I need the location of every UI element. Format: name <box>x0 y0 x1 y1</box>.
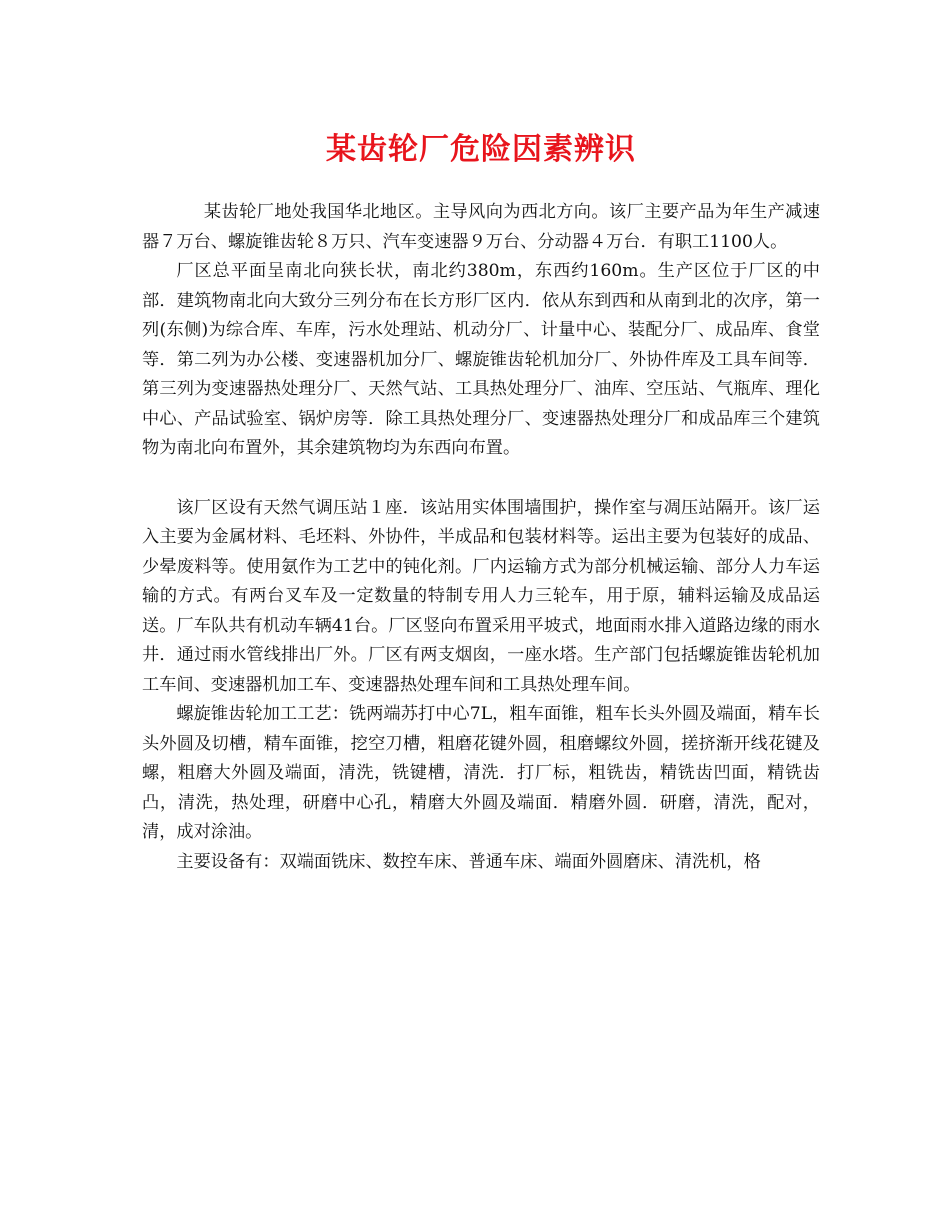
paragraph-gap <box>142 464 820 494</box>
document-title: 某齿轮厂危险因素辨识 <box>326 132 636 167</box>
paragraph-layout: 厂区总平面呈南北向狭长状，南北约380m，东西约160m。生产区位于厂区的中部．建筑物南北向大致分三列分布在长方形厂区内．依从东到西和从南到北的次序，第一列(东侧)为综合库、车库，污水处理站、机动分厂、计量中心、装配分厂、成品库、食堂等．第二列为办公楼、变速器机加分厂、螺旋锥齿轮机加分厂、外协件库及工具车间等．第三列为变速器热处理分厂、天然气站、工具热处理分厂、油库、空压站、气瓶库、理化中心、产品试验室、锅炉房等．除工具热处理分厂、变速器热处理分厂和成品库三个建筑物为南北向布置外，其余建筑物均为东西向布置。 <box>142 261 820 458</box>
paragraph-facilities: 该厂区设有天然气调压站１座．该站用实体围墙围护，操作室与凋压站隔开。该厂运入主要为金属材料、毛坯料、外协件，半成品和包装材料等。运出主要为包装好的成品、少晕废料等。使用氨作为工艺中的钝化剂。厂内运输方式为部分机械运输、部分人力车运输的方式。有两台叉车及一定数量的特制专用人力三轮车，用于原，辅料运输及成品运送。厂车队共有机动车辆41台。厂区竖向布置采用平坡式，地面雨水排入道路边缘的雨水井．通过雨水管线排出厂外。厂区有两支烟囱，一座水塔。生产部门包括螺旋锥齿轮机加工车间、变速器机加工车、变速器热处理车间和工具热处理车间。 <box>142 497 820 695</box>
document-body <box>142 198 820 877</box>
paragraph-process: 螺旋锥齿轮加工工艺：铣两端苏打中心7L，粗车面锥，粗车长头外圆及端面，精车长头外圆及切槽，精车面锥，挖空刀槽，粗磨花键外圆，租磨螺纹外圆，搓挤渐开线花键及螺，粗磨大外圆及端面，清洗，铣键槽，清洗．打厂标，粗铣齿，精铣齿凹面，精铣齿凸，清洗，热处理，研磨中心孔，精磨大外圆及端面．精磨外圆．研磨，清洗，配对，清，成对涂油。 <box>142 704 820 842</box>
paragraph-overview: 某齿轮厂地处我国华北地区。主导风向为西北方向。该厂主要产品为年生产减速器７万台、螺旋锥齿轮８万只、汽车变速器９万台、分动器４万台．有职工1100人。 <box>142 202 820 252</box>
paragraph-equipment: 主要设备有：双端面铣床、数控车床、普通车床、端面外圆磨床、清洗机，格 <box>176 851 761 872</box>
